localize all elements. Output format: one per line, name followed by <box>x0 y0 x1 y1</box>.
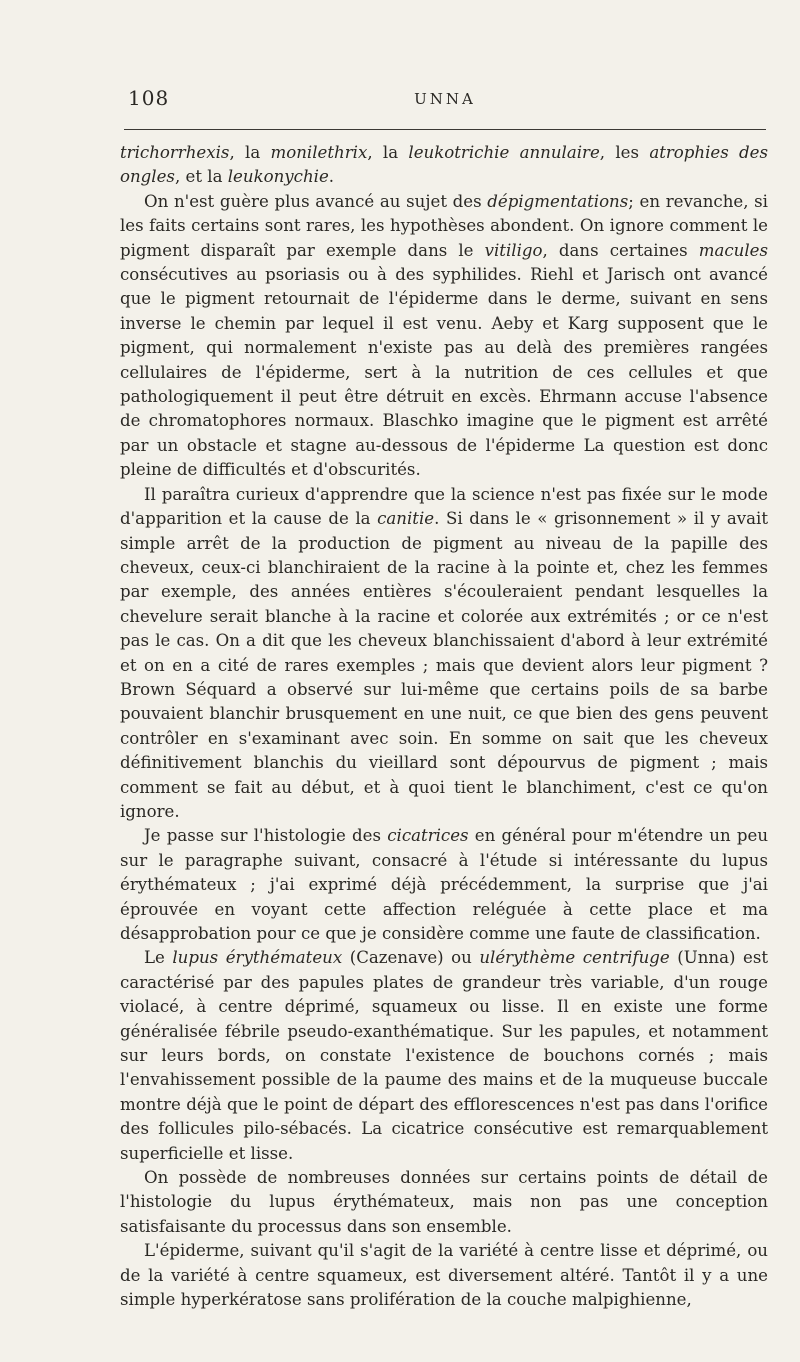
header-rule <box>124 129 766 130</box>
term-trichorrhexis: trichorrhexis <box>120 143 230 162</box>
term-leukonychie: leukonychie <box>227 167 329 187</box>
paragraph-depigmentations: On n'est guère plus avancé au sujet des dépigmentations; en revanche, si les faits certains sont rares, les hypothèses abondent. On ignore comment le pigment disparaît par exemple dans le vitiligo, dans certaines macules consécutives au psoriasis ou à des syphilides. Riehl et Jarisch ont avancé que le pigment retournait de l'épiderme dans le derme, suivant en sens inverse le chemin par lequel il est venu. Aeby et Karg supposent que le pigment, qui normalement n'existe pas au delà des premières rangées cellulaires de l'épiderme, sert à la nutrition de ces cellules et que pathologiquement il peut être détruit en excès. Ehrmann accuse l'absence de chromatophores normaux. Blaschko imagine que le pigment est arrêté par un obstacle et stagne au-dessous de l'épiderme La question est donc pleine de difficultés et d'obscurités. <box>120 191 768 480</box>
term-canitie: canitie <box>377 509 435 529</box>
body-text <box>120 141 768 1313</box>
term-leukotrichie: leukotrichie annulaire <box>408 143 600 162</box>
term-ulerytheme: ulérythème centrifuge <box>479 948 670 968</box>
term-depigmentations: dépigmentations <box>487 191 629 211</box>
term-macules: macules <box>698 240 768 260</box>
paragraph-cicatrices: Je passe sur l'histologie des cicatrices en général pour m'étendre un peu sur le paragraphe suivant, consacré à l'étude si intéressante du lupus érythémateux ; j'ai exprimé déjà précédemment, la surprise que j'ai éprouvée en voyant cette affection reléguée à cette place et ma désapprobation pour ce que je considère comme une faute de classification. <box>120 826 769 943</box>
running-title: UNNA <box>414 90 476 108</box>
term-monilethrix: monilethrix <box>270 143 368 162</box>
page-header <box>124 86 766 116</box>
term-lupus-erythemateux: lupus érythémateux <box>172 948 343 968</box>
page-number: 108 <box>128 86 170 110</box>
paragraph-histologie: On possède de nombreuses données sur certains points de détail de l'histologie du lupus érythémateux, mais non pas une conception satisfaisante du processus dans son ensemble. <box>120 1168 768 1236</box>
paragraph-canitie: Il paraîtra curieux d'apprendre que la science n'est pas fixée sur le mode d'apparition et la cause de la canitie. Si dans le « grisonnement » il y avait simple arrêt de la production de pigment au niveau de la papille des cheveux, ceux-ci blanchiraient de la racine à la pointe et, chez les femmes par exemple, des années entières s'écouleraient pendant lesquelles la chevelure serait blanche à la racine et colorée aux extrémités ; or ce n'est pas le cas. On a dit que les cheveux blanchissaient d'abord à leur extrémité et on en a cité de rares exemples ; mais que devient alors leur pigment ? Brown Séquard a observé sur lui-même que certains poils de sa barbe pouvaient blanchir brusquement en une nuit, ce que bien des gens peuvent contrôler en s'examinant avec soin. En somme on sait que les cheveux définitivement blanchis du vieillard sont dépourvus de pigment ; mais comment se fait au début, et à quoi tient le blanchiment, c'est ce qu'on ignore. <box>120 484 769 821</box>
paragraph-lupus: Le lupus érythémateux (Cazenave) ou ulérythème centrifuge (Unna) est caractérisé par des papules plates de grandeur très variable, d'un rouge violacé, à centre déprimé, squameux ou lisse. Il en existe une forme généralisée fébrile pseudo-exanthématique. Sur les papules, et notamment sur leurs bords, on constate l'existence de bouchons cornés ; mais l'envahissement possible de la paume des mains et de la muqueuse buccale montre déjà que le point de départ des efflorescences n'est pas dans l'orifice des follicules pilo-sébacés. La cicatrice consécutive est remarquablement superficielle et lisse. <box>120 948 768 1163</box>
paragraph-continuation: trichorrhexis, la monilethrix, la leukotrichie annulaire, les atrophies des ongles, et la leukonychie. <box>120 143 769 187</box>
term-cicatrices: cicatrices <box>387 826 469 846</box>
term-atrophies: atrophies des ongles <box>120 143 769 187</box>
paragraph-epiderme: L'épiderme, suivant qu'il s'agit de la variété à centre lisse et déprimé, ou de la variété à centre squameux, est diversement altéré. Tantôt il y a une simple hyperkératose sans prolifération de la couche malpighienne, <box>120 1241 768 1310</box>
term-vitiligo: vitiligo <box>484 240 543 260</box>
